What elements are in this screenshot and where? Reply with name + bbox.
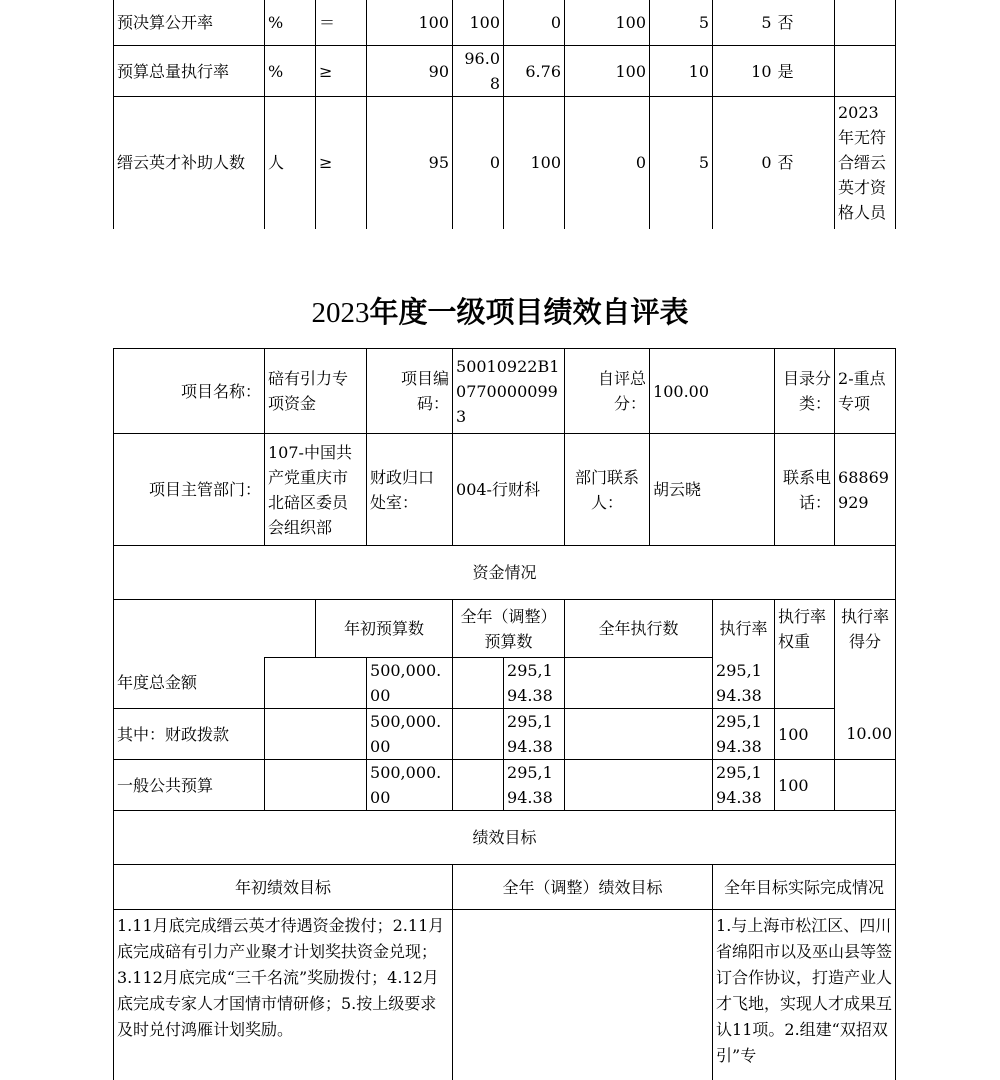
funds-cell-blank (565, 658, 713, 709)
indicator-unit: % (265, 46, 316, 97)
funds-header-row (114, 600, 896, 658)
indicator-unit: % (265, 0, 316, 46)
funds-executed: 295,194.38 (713, 709, 775, 760)
funds-adjusted: 295,194.38 (504, 709, 565, 760)
indicator-name: 预决算公开率 (114, 0, 265, 46)
funds-cell-blank (265, 709, 367, 760)
funds-row-label: 其中：财政拨款 (114, 709, 265, 760)
phone: 68869929 (835, 434, 896, 546)
indicator-operator: ＝ (316, 0, 367, 46)
indicator-deviation: 0 (504, 0, 565, 46)
funds-executed: 295,194.38 (713, 760, 775, 811)
indicator-score: 10 (713, 46, 775, 97)
funds-rate (775, 658, 835, 709)
indicator-actual: 0 (453, 97, 504, 229)
dept: 107-中国共产党重庆市北碚区委员会组织部 (265, 434, 367, 546)
indicator-actual: 100 (453, 0, 504, 46)
phone-label: 联系电话： (775, 434, 835, 546)
self-score: 100.00 (650, 349, 775, 434)
funds-initial: 500,000.00 (367, 709, 453, 760)
funds-row (114, 658, 896, 709)
indicator-weight: 5 (650, 0, 713, 46)
indicator-base-score: 100 (565, 0, 650, 46)
indicator-actual: 96.08 (453, 46, 504, 97)
funds-row-label: 年度总金额 (114, 658, 265, 709)
indicator-target: 90 (367, 46, 453, 97)
title-year: 2023 (311, 297, 370, 329)
header-exec-weight: 执行率权重 (775, 600, 835, 658)
funds-row (114, 760, 896, 811)
indicator-score: 0 (713, 97, 775, 229)
funds-cell-blank (265, 658, 367, 709)
project-form-table (113, 348, 896, 1080)
indicator-unit: 人 (265, 97, 316, 229)
indicator-flag: 是 (775, 46, 835, 97)
indicator-name: 缙云英才补助人数 (114, 97, 265, 229)
indicator-target: 95 (367, 97, 453, 229)
header-initial-budget: 年初预算数 (316, 600, 453, 658)
finance-label: 财政归口处室： (367, 434, 453, 546)
indicator-operator: ≥ (316, 46, 367, 97)
indicator-deviation: 100 (504, 97, 565, 229)
funds-cell-blank (453, 709, 504, 760)
table-row (114, 0, 896, 46)
dept-label: 项目主管部门： (114, 434, 265, 546)
indicator-weight: 10 (650, 46, 713, 97)
indicator-operator: ≥ (316, 97, 367, 229)
indicator-score: 5 (713, 0, 775, 46)
indicator-table (113, 0, 896, 229)
header-executed: 全年执行数 (565, 600, 713, 658)
indicator-name: 预算总量执行率 (114, 46, 265, 97)
indicator-note: 2023年无符合缙云英才资格人员 (835, 97, 896, 229)
funds-rate: 100 (775, 760, 835, 811)
project-code-label: 项目编码： (367, 349, 453, 434)
page-title (0, 290, 1000, 335)
table-row (114, 46, 896, 97)
indicator-flag: 否 (775, 97, 835, 229)
info-row (114, 434, 896, 546)
header-adjusted-goals: 全年（调整）绩效目标 (453, 865, 713, 910)
title-text: 年度一级项目绩效自评表 (369, 295, 689, 329)
header-actual-completion: 全年目标实际完成情况 (713, 865, 896, 910)
adjusted-goals-text (453, 910, 713, 1080)
funds-rate: 100 (775, 709, 835, 760)
indicator-deviation: 6.76 (504, 46, 565, 97)
funds-cell-blank (453, 760, 504, 811)
indicator-base-score: 100 (565, 46, 650, 97)
funds-initial: 500,000.00 (367, 658, 453, 709)
funds-cell-blank (565, 760, 713, 811)
goals-content-row (114, 910, 896, 1080)
header-exec-rate: 执行率 (713, 600, 775, 658)
header-adjusted-budget: 全年（调整）预算数 (453, 600, 565, 658)
section-row (114, 546, 896, 600)
funds-row (114, 709, 896, 760)
indicator-note (835, 0, 896, 46)
section-row (114, 811, 896, 865)
indicator-target: 100 (367, 0, 453, 46)
funds-cell-blank (453, 658, 504, 709)
category-label: 目录分类： (775, 349, 835, 434)
header-exec-score: 执行率得分 (835, 600, 896, 658)
actual-completion-text: 1.与上海市松江区、四川省绵阳市以及巫山县等签订合作协议，打造产业人才飞地，实现人才成果互认11项。2.组建“双招双引”专 (713, 910, 896, 1080)
indicator-base-score: 0 (565, 97, 650, 229)
goals-header-row (114, 865, 896, 910)
category: 2-重点专项 (835, 349, 896, 434)
indicator-flag: 否 (775, 0, 835, 46)
funds-cell-blank (265, 760, 367, 811)
contact: 胡云晓 (650, 434, 775, 546)
funds-row-label: 一般公共预算 (114, 760, 265, 811)
self-score-label: 自评总分： (565, 349, 650, 434)
funds-initial: 500,000.00 (367, 760, 453, 811)
indicator-weight: 5 (650, 97, 713, 229)
funds-weight (835, 760, 896, 811)
funds-adjusted: 295,194.38 (504, 760, 565, 811)
funds-weight (835, 658, 896, 709)
indicator-note (835, 46, 896, 97)
funds-cell-blank (565, 709, 713, 760)
finance-office: 004-行财科 (453, 434, 565, 546)
goals-section-title: 绩效目标 (114, 811, 896, 865)
contact-label: 部门联系人： (565, 434, 650, 546)
initial-goals-text: 1.11月底完成缙云英才待遇资金拨付；2.11月底完成碚有引力产业聚才计划奖扶资金兑现；3.112月底完成“三千名流”奖励拨付；4.12月底完成专家人才国情市情研修；5.按上级要求及时兑付鸿雁计划奖励。 (114, 910, 453, 1080)
project-code: 50010922B107700000993 (453, 349, 565, 434)
project-name: 碚有引力专项资金 (265, 349, 367, 434)
project-name-label: 项目名称： (114, 349, 265, 434)
funds-header-blank (114, 600, 316, 658)
table-row (114, 97, 896, 229)
funds-section-title: 资金情况 (114, 546, 896, 600)
header-initial-goals: 年初绩效目标 (114, 865, 453, 910)
info-row (114, 349, 896, 434)
funds-adjusted: 295,194.38 (504, 658, 565, 709)
funds-weight: 10.00 (835, 709, 896, 760)
funds-executed: 295,194.38 (713, 658, 775, 709)
